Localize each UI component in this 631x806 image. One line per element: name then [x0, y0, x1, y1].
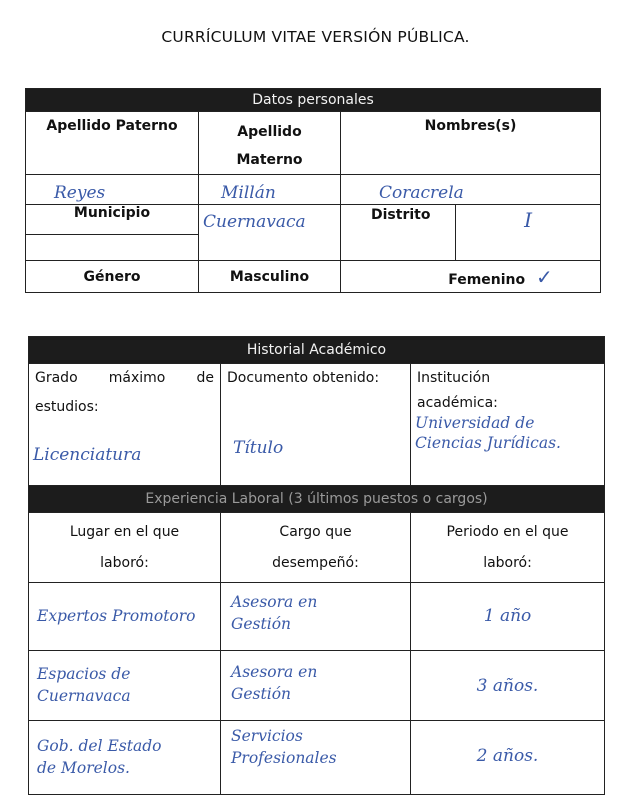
work-lugar: [29, 651, 221, 721]
work-cargo-line1: Asesora en: [231, 663, 318, 681]
work-cargo-line2: Profesionales: [231, 749, 337, 767]
work-cargo-line2: Gestión: [231, 615, 292, 633]
grado-label-line1: [29, 364, 220, 393]
work-lugar: [29, 721, 221, 795]
work-lugar-line1: Gob. del Estado: [37, 737, 162, 755]
work-lugar-line2: de Morelos.: [37, 759, 130, 777]
lugar-label-line1: Lugar en el que: [69, 524, 180, 540]
apellido-materno-label: [199, 112, 341, 175]
grado-label-word3: de: [196, 370, 214, 386]
apellido-materno-value: Millán: [199, 175, 341, 205]
apellido-materno-label-line1: Apellido: [237, 124, 302, 140]
documento-value: Título: [233, 438, 284, 458]
work-cargo-line1: Asesora en: [231, 593, 318, 611]
cargo-label-line2: desempeñó:: [272, 555, 359, 571]
grado-label-word2: máximo: [108, 370, 166, 386]
lugar-label: [29, 513, 221, 583]
work-periodo: 3 años.: [411, 651, 605, 721]
femenino-label: Femenino: [448, 271, 526, 288]
periodo-label-line1: Periodo en el que: [446, 524, 569, 540]
work-cargo-line2: Gestión: [231, 685, 292, 703]
work-header: Experiencia Laboral (3 últimos puestos o cargos): [29, 486, 605, 513]
institucion-label-line2: académica:: [417, 395, 498, 411]
nombres-value: Coracrela: [341, 175, 601, 205]
periodo-label: [411, 513, 605, 583]
grado-cell: [29, 364, 221, 486]
municipio-blank-cell: [26, 235, 199, 261]
periodo-label-line2: laboró:: [483, 555, 532, 571]
institucion-value-line2: Ciencias Jurídicas.: [415, 434, 561, 452]
table-row: [29, 651, 605, 721]
work-lugar: [29, 583, 221, 651]
work-lugar-line1: Expertos Promotoro: [37, 607, 196, 625]
personal-data-table: [25, 88, 601, 293]
institucion-cell: [411, 364, 605, 486]
nombres-label: Nombres(s): [341, 112, 601, 175]
apellido-paterno-label: Apellido Paterno: [26, 112, 199, 175]
municipio-value: Cuernavaca: [199, 205, 341, 261]
work-cargo: [221, 651, 411, 721]
work-lugar-line1: Espacios de: [37, 665, 131, 683]
work-lugar-line2: Cuernavaca: [37, 687, 131, 705]
work-cargo: [221, 583, 411, 651]
institucion-value-line1: Universidad de: [415, 414, 535, 432]
grado-value: Licenciatura: [33, 445, 142, 465]
cargo-label-line1: Cargo que: [279, 524, 352, 540]
distrito-label: Distrito: [341, 205, 456, 261]
table-row: [29, 583, 605, 651]
cargo-label: [221, 513, 411, 583]
documento-cell: [221, 364, 411, 486]
apellido-paterno-value: Reyes: [26, 175, 199, 205]
lugar-label-line2: laboró:: [100, 555, 149, 571]
document-title: CURRÍCULUM VITAE VERSIÓN PÚBLICA.: [161, 28, 470, 46]
work-periodo: 1 año: [411, 583, 605, 651]
documento-label: Documento obtenido:: [227, 370, 380, 386]
genero-label: Género: [26, 261, 199, 293]
grado-label-word1: Grado: [35, 370, 78, 386]
municipio-label: Municipio: [26, 205, 199, 235]
apellido-materno-label-line2: Materno: [236, 152, 303, 168]
work-cargo-line1: Servicios: [231, 727, 303, 745]
academic-header: Historial Académico: [29, 337, 605, 364]
work-cargo: [221, 721, 411, 795]
masculino-label: Masculino: [199, 261, 341, 293]
grado-label-line2: estudios:: [35, 399, 99, 415]
institucion-label-line1: Institución: [417, 370, 491, 386]
femenino-check-mark: ✓: [536, 264, 553, 289]
work-periodo: 2 años.: [411, 721, 605, 795]
table-row: [29, 721, 605, 795]
personal-data-header: Datos personales: [26, 89, 601, 112]
distrito-value: I: [456, 205, 601, 261]
academic-work-table: [28, 336, 605, 795]
femenino-cell: [341, 261, 601, 293]
